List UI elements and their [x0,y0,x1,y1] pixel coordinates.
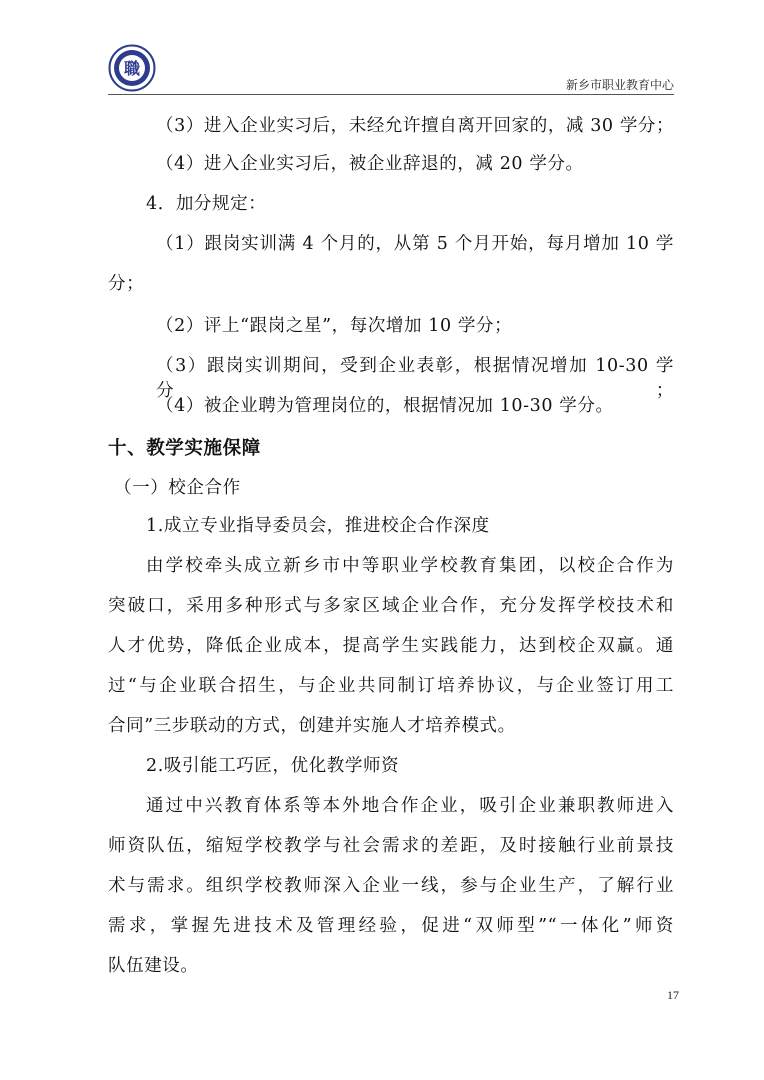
body-line: （4）进入企业实习后，被企业辞退的，减 20 学分。 [156,154,584,174]
page-header [108,40,674,96]
body-line: 需求，掌握先进技术及管理经验，促进“双师型”“一体化”师资 [108,916,674,936]
body-line: 2.吸引能工巧匠，优化教学师资 [146,756,400,776]
body-line: 队伍建设。 [108,956,199,976]
body-line: （4）被企业聘为管理岗位的，根据情况加 10-30 学分。 [156,396,614,416]
logo-char: 職 [123,59,141,78]
body-line: （1）跟岗实训满 4 个月的，从第 5 个月开始，每月增加 10 学 [156,234,674,254]
body-line: 过“与企业联合招生，与企业共同制订培养协议，与企业签订用工 [108,676,674,696]
body-line: 通过中兴教育体系等本外地合作企业，吸引企业兼职教师进入 [146,796,674,816]
body-line: 突破口，采用多种形式与多家区域企业合作，充分发挥学校技术和 [108,596,674,616]
body-line: （3）进入企业实习后，未经允许擅自离开回家的，减 30 学分； [156,116,675,136]
school-logo-icon [108,44,156,92]
body-line: 分； [108,274,145,294]
body-line: 师资队伍，缩短学校教学与社会需求的差距，及时接触行业前景技 [108,836,674,856]
body-line: （3）跟岗实训期间，受到企业表彰，根据情况增加 10-30 学分； [156,356,674,401]
page-number: 17 [667,988,679,1002]
body-line: 由学校牵头成立新乡市中等职业学校教育集团，以校企合作为 [146,556,674,576]
body-line: 1.成立专业指导委员会，推进校企合作深度 [146,516,490,536]
body-line: 合同”三步联动的方式，创建并实施人才培养模式。 [108,716,516,736]
header-divider [108,94,674,95]
body-line: （一）校企合作 [114,478,241,498]
body-line: 人才优势，降低企业成本，提高学生实践能力，达到校企双赢。通 [108,636,674,656]
body-line: 4．加分规定： [146,194,267,214]
body-line: （2）评上“跟岗之星”，每次增加 10 学分； [156,316,513,336]
section-heading: 十、教学实施保障 [108,438,261,459]
body-line: 术与需求。组织学校教师深入企业一线，参与企业生产，了解行业 [108,876,674,896]
header-org-name: 新乡市职业教育中心 [565,78,674,92]
